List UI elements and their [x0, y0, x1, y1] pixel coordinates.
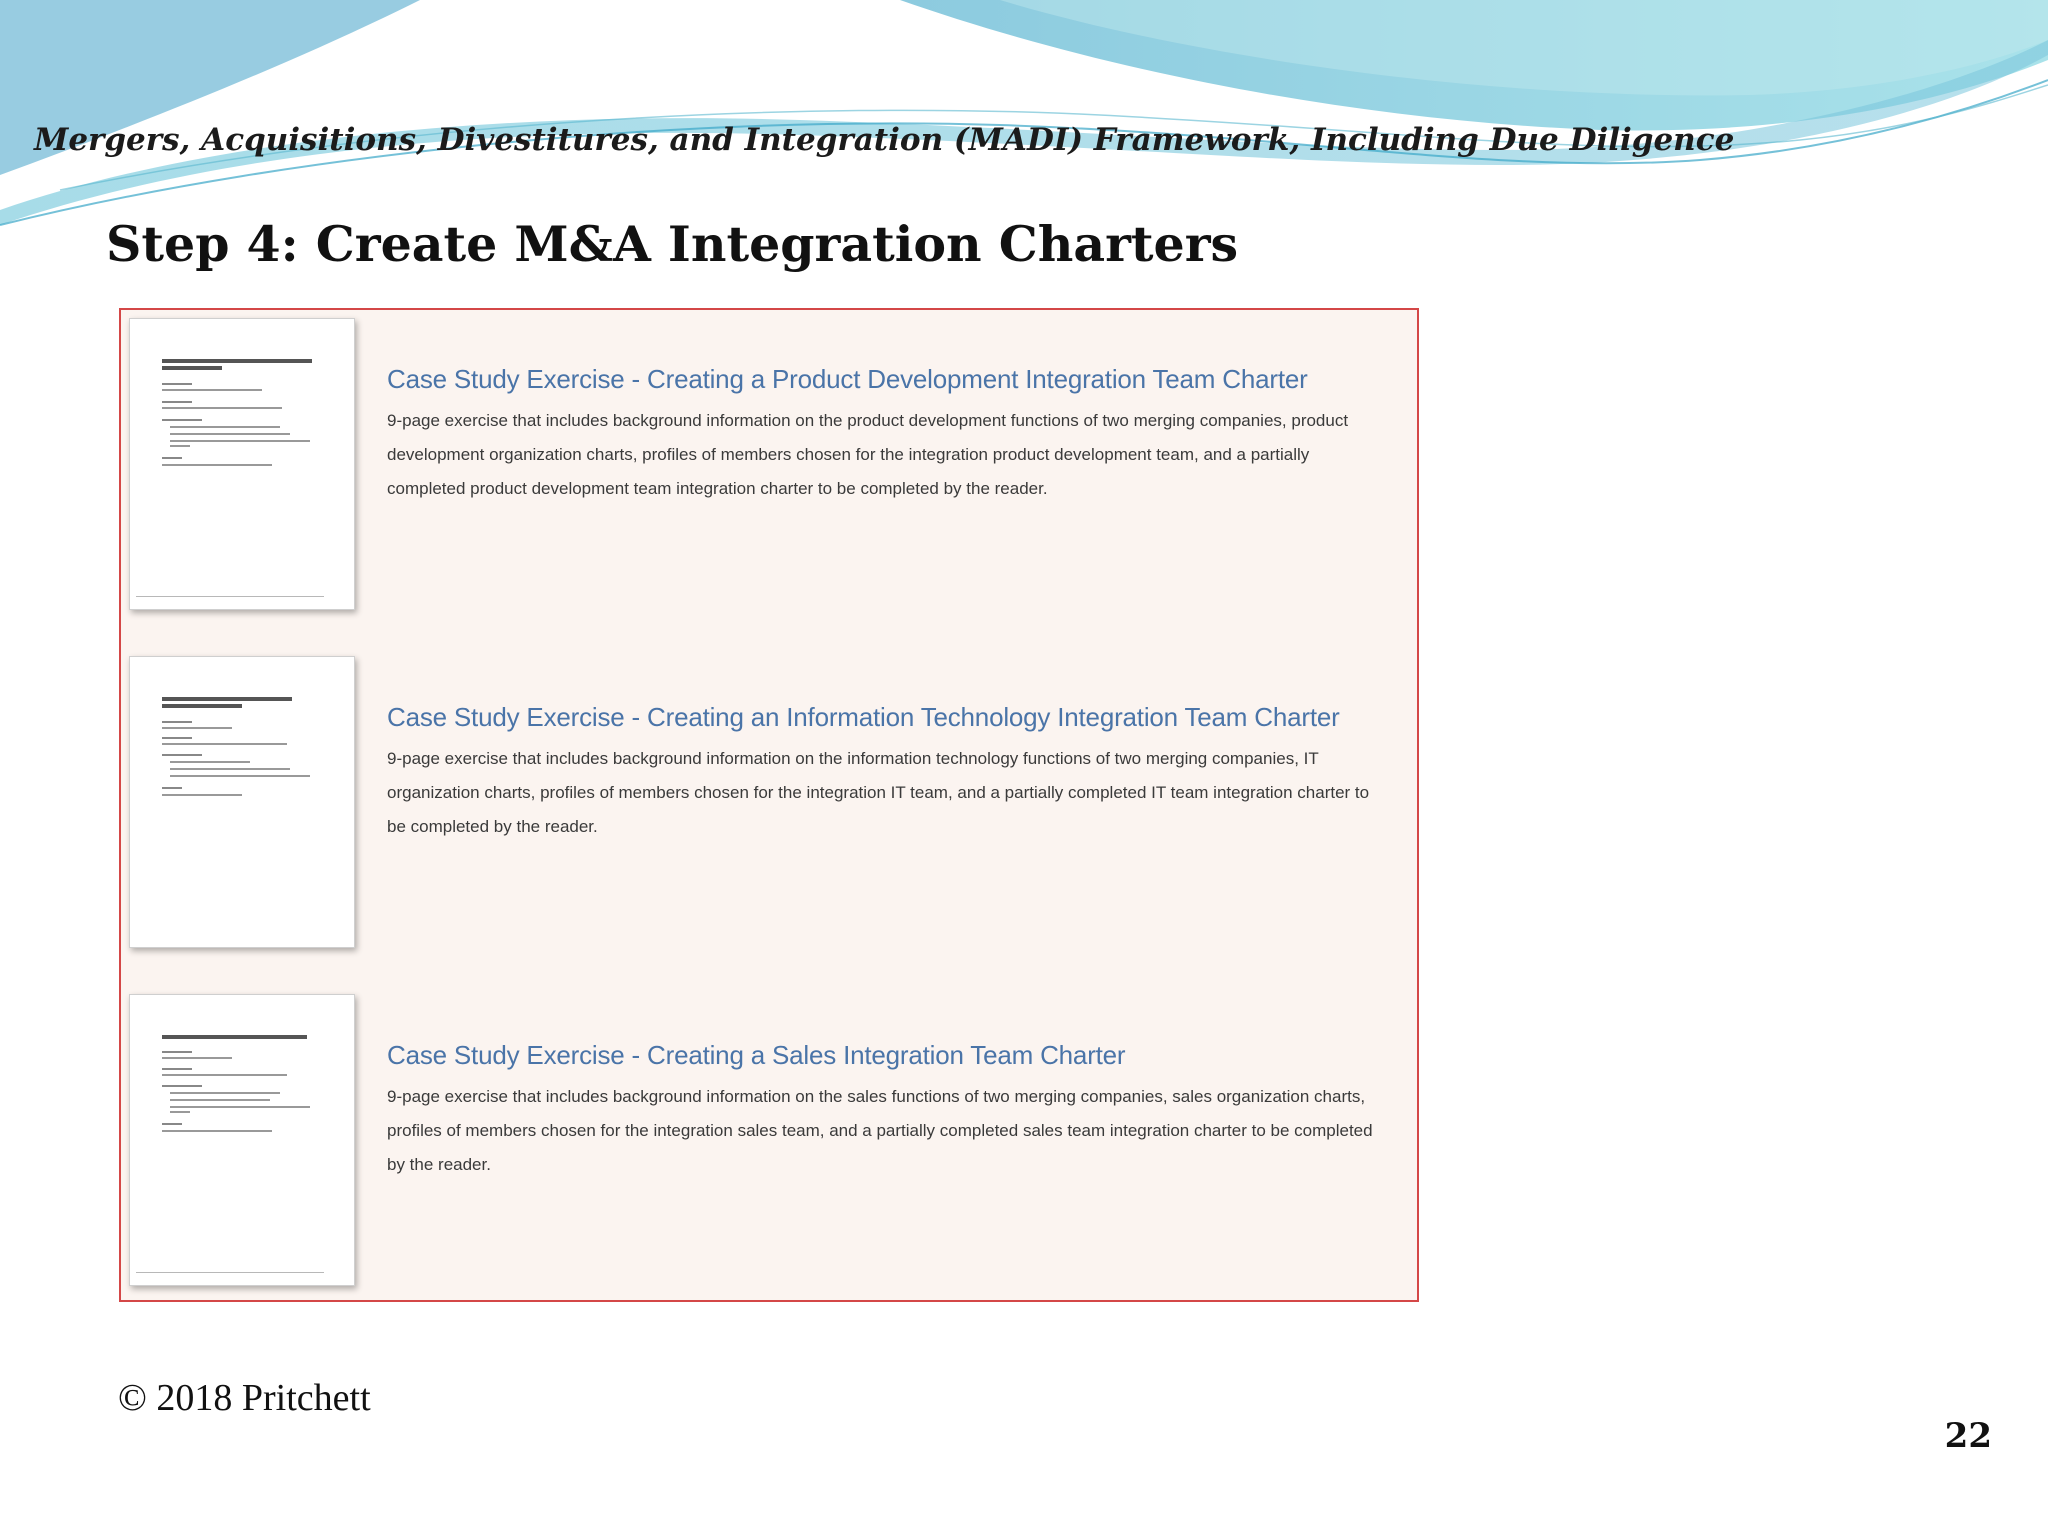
case-study-card-product-development[interactable]: [121, 310, 1417, 610]
case-study-card-sales[interactable]: [121, 986, 1417, 1286]
document-thumbnail[interactable]: [129, 994, 355, 1286]
case-study-description: 9-page exercise that includes background information on the product development functions of two merging companies, product development organization charts, profiles of members chosen for the integration product development team, and a partially completed product development team integration charter to be completed by the reader.: [387, 411, 1349, 498]
case-study-link-title[interactable]: Case Study Exercise - Creating an Information Technology Integration Team Charter: [387, 702, 1340, 732]
document-thumbnail[interactable]: [129, 656, 355, 948]
copyright-notice: © 2018 Pritchett: [118, 1377, 371, 1419]
case-study-link-title[interactable]: Case Study Exercise - Creating a Product Development Integration Team Charter: [387, 364, 1308, 394]
case-study-description: 9-page exercise that includes background information on the sales functions of two merging companies, sales organization charts, profiles of members chosen for the integration sales team, and a partially completed sales team integration charter to be completed by the reader.: [387, 1087, 1373, 1174]
thumbnail-divider: [136, 1272, 324, 1273]
framework-title: Mergers, Acquisitions, Divestitures, and Integration (MADI) Framework, Including Due Diligence: [34, 122, 1735, 158]
case-study-panel: [119, 308, 1419, 1302]
case-study-description: 9-page exercise that includes background information on the information technology functions of two merging companies, IT organization charts, profiles of members chosen for the integration IT team, and a partially completed IT team integration charter to be completed by the reader.: [387, 749, 1370, 836]
slide-title: Step 4: Create M&A Integration Charters: [106, 215, 1239, 273]
header-wave-decoration: [0, 0, 2048, 240]
document-thumbnail[interactable]: [129, 318, 355, 610]
document-preview-icon: [162, 1035, 322, 1235]
thumbnail-divider: [136, 596, 324, 597]
case-study-link-title[interactable]: Case Study Exercise - Creating a Sales Integration Team Charter: [387, 1040, 1126, 1070]
case-study-card-information-technology[interactable]: [121, 648, 1417, 948]
document-preview-icon: [162, 697, 322, 897]
page-number: 22: [1944, 1416, 1992, 1456]
document-preview-icon: [162, 359, 322, 559]
